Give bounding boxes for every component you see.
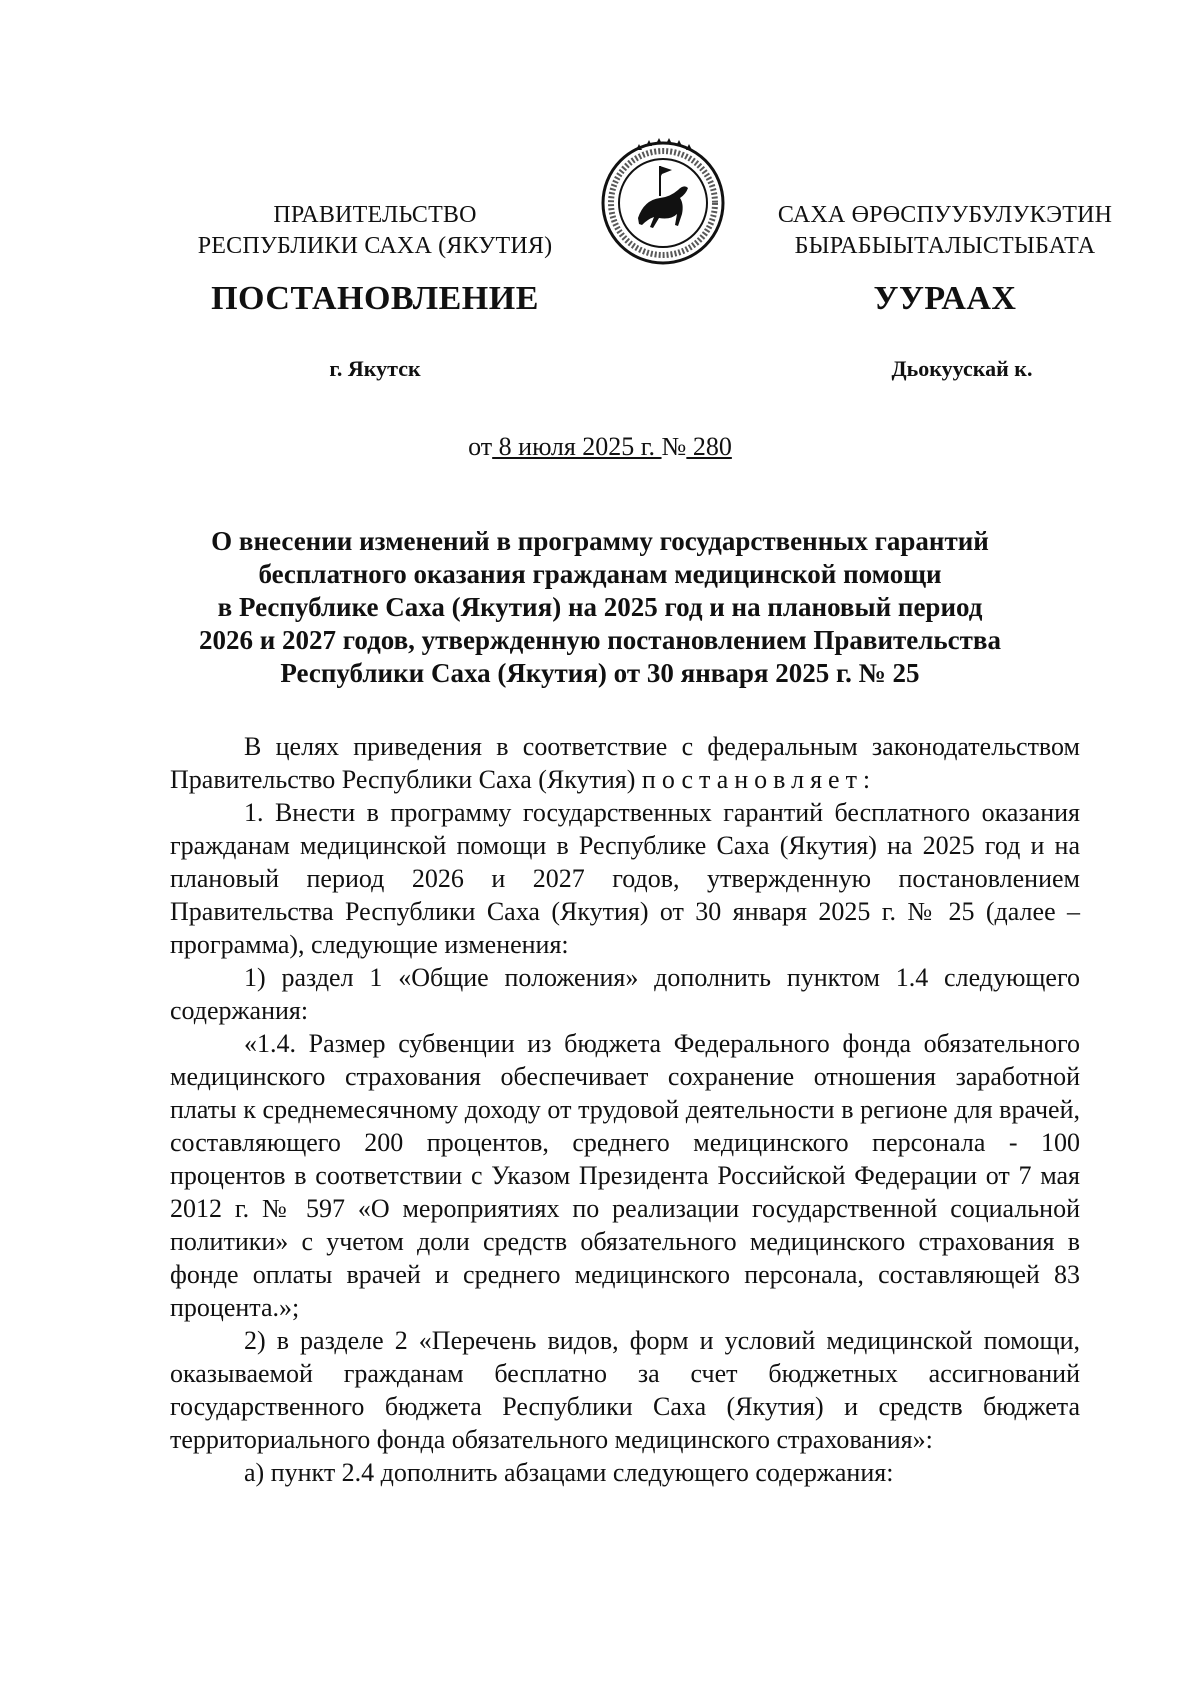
title-line: 2026 и 2027 годов, утвержденную постановлением Правительства (198, 625, 1001, 655)
date-value: 8 июля 2025 г. (492, 432, 662, 461)
issuer-sah-line1: САХА ӨРӨСПУУБУЛУКЭТИН (777, 202, 1113, 228)
issuer-ru (165, 200, 585, 262)
issuer-ru-line2: РЕСПУБЛИКИ САХА (ЯКУТИЯ) (197, 233, 553, 259)
doc-number: 280 (686, 432, 732, 461)
spaced-verb: постановляет: (641, 765, 877, 794)
issuer-ru-line1: ПРАВИТЕЛЬСТВО (273, 202, 477, 228)
title-line: в Республике Саха (Якутия) на 2025 год и на плановый период (217, 592, 983, 622)
date-number-line (0, 432, 1200, 462)
document-body (170, 730, 1080, 1489)
coat-of-arms-icon (598, 138, 728, 268)
city-sah: Дьокуускай к. (891, 356, 1033, 381)
paragraph: а) пункт 2.4 дополнить абзацами следующего содержания: (244, 1458, 894, 1487)
doc-type-sah: УУРААХ (873, 280, 1017, 317)
number-sign: № (661, 432, 687, 461)
issuer-sah (735, 200, 1155, 262)
paragraph: «1.4. Размер субвенции из бюджета Федерального фонда обязательного медицинского страхования обеспечивает сохранение отношения заработной платы к среднемесячному доходу от трудовой деятельности в регионе для врачей, составляющего 200 процентов, среднего медицинского персонала - 100 процентов в соответствии с Указом Президента Российской Федерации от 7 мая 2012 г. № 597 «О мероприятиях по реализации государственной социальной политики» с учетом доли средств обязательного медицинского страхования в фонде оплаты врачей и среднего медицинского персонала, составляющей 83 процента.»; (170, 1029, 1080, 1322)
date-prefix: от (468, 432, 493, 461)
city-ru: г. Якутск (329, 356, 421, 381)
paragraph: 1) раздел 1 «Общие положения» дополнить пунктом 1.4 следующего содержания: (170, 963, 1080, 1025)
document-title (170, 525, 1030, 690)
title-line: Республики Саха (Якутия) от 30 января 2025 г. № 25 (280, 658, 920, 688)
paragraph: 2) в разделе 2 «Перечень видов, форм и условий медицинской помощи, оказываемой гражданам бесплатно за счет бюджетных ассигнований государственного бюджета Республики Саха (Якутия) и средств бюджета территориального фонда обязательного медицинского страхования»: (170, 1326, 1080, 1454)
issuer-sah-line2: БЫРАБЫЫТАЛЫСТЫБАТА (794, 233, 1096, 259)
paragraph: 1. Внести в программу государственных гарантий бесплатного оказания гражданам медицинской помощи в Республике Саха (Якутия) на 2025 год и на плановый период 2026 и 2027 годов, утвержденную постановлением Правительства Республики Саха (Якутия) от 30 января 2025 г. № 25 (далее – программа), следующие изменения: (170, 798, 1080, 959)
paragraph (170, 730, 1080, 796)
title-line: О внесении изменений в программу государственных гарантий (211, 526, 989, 556)
doc-type-ru: ПОСТАНОВЛЕНИЕ (211, 280, 539, 317)
paragraph-text: В целях приведения в соответствие с федеральным законодательством Правительство Республики Саха (Якутия) (170, 732, 1080, 794)
title-line: бесплатного оказания гражданам медицинской помощи (258, 559, 942, 589)
